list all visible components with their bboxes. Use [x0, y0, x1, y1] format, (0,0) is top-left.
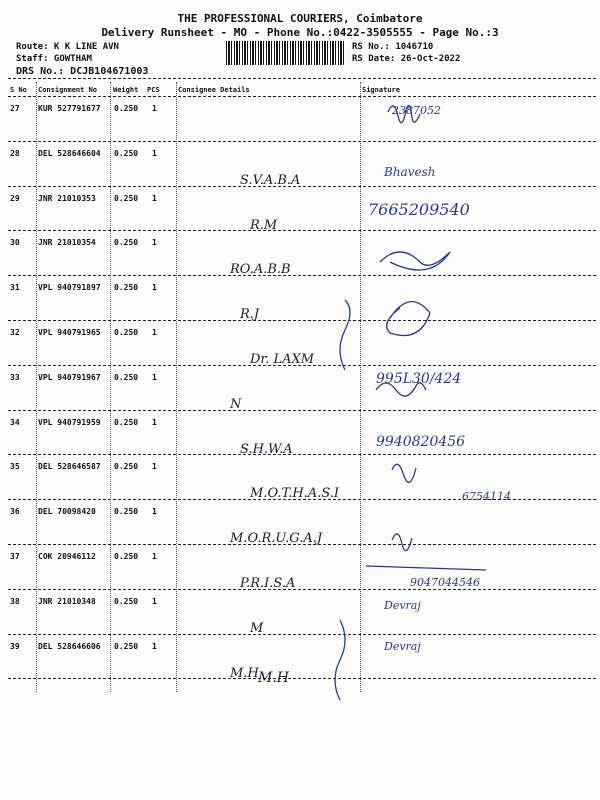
staff-label: Staff: GOWTHAM [16, 54, 92, 64]
signature-mark [376, 383, 426, 396]
column-header-sno: S No [10, 86, 27, 94]
row-pcs: 1 [152, 283, 157, 293]
row-pcs: 1 [152, 462, 157, 472]
row-sno: 35 [10, 462, 20, 472]
row-consignee-handwritten: M.O.R.U.G.A.J [230, 531, 323, 547]
row-weight: 0.250 [114, 104, 139, 113]
row-consignment: VPL 940791897 [38, 283, 101, 293]
row-weight: 0.250 [114, 462, 139, 472]
row-pcs: 1 [152, 641, 157, 651]
bracket-mark [340, 300, 350, 370]
row-sno: 39 [10, 641, 20, 651]
signature-strikeout [366, 566, 486, 570]
row-sno: 36 [10, 507, 20, 517]
row-consignment: JNR 21010354 [38, 238, 96, 248]
signature-mark [387, 302, 430, 336]
row-consignment: DEL 528646587 [38, 462, 101, 472]
runsheet-subtitle: Delivery Runsheet - MO - Phone No.:0422-3505555 - Page No.:3 [101, 26, 499, 39]
row-signature-handwritten: 7665209540 [368, 199, 470, 219]
row-signature-handwritten: 995L30/424 [376, 370, 462, 387]
row-sno: 29 [10, 193, 20, 203]
row-consignee-handwritten: M [250, 620, 264, 636]
row-weight: 0.250 [114, 238, 139, 248]
column-header-pcs: PCS [147, 86, 160, 94]
row-consignment: DEL 528646604 [38, 148, 101, 158]
column-header-consignment: Consignment No [38, 86, 98, 94]
row-consignee-handwritten: S.V.A.B.A [240, 172, 301, 188]
row-sno: 28 [10, 148, 20, 158]
row-signature-handwritten: 2387052 [392, 104, 441, 117]
row-pcs: 1 [152, 507, 157, 517]
row-weight: 0.250 [114, 148, 139, 158]
row-pcs: 1 [152, 596, 157, 606]
row-consignee-handwritten: Dr. LAXM [250, 352, 315, 367]
row-sno: 27 [10, 104, 20, 113]
row-weight: 0.250 [114, 193, 139, 203]
row-pcs: 1 [152, 372, 157, 382]
row-signature-handwritten: 9940820456 [376, 433, 466, 450]
row-consignee-handwritten: RO.A.B.B [230, 262, 291, 278]
row-pcs: 1 [152, 104, 157, 113]
column-header-signature: Signature [362, 86, 400, 94]
row-sno: 37 [10, 552, 20, 561]
row-consignment: DEL 70098420 [38, 507, 96, 517]
drs-label: DRS No.: DCJB104671003 [16, 66, 149, 77]
signature-mark [380, 252, 450, 270]
row-consignee-handwritten: M.H [230, 665, 259, 681]
row-consignee-handwritten: N [230, 396, 242, 412]
column-header-consignee: Consignee Details [178, 86, 250, 94]
row-pcs: 1 [152, 328, 157, 337]
signature-mark [392, 464, 416, 482]
signature-mark [388, 106, 420, 123]
runsheet-title: THE PROFESSIONAL COURIERS, Coimbatore [177, 12, 423, 25]
row-pcs: 1 [152, 417, 157, 427]
row-consignee-handwritten: S.H.W.A [240, 441, 293, 457]
row-sno: 34 [10, 417, 20, 427]
row-consignee-handwritten: R.J [240, 307, 260, 323]
row-weight: 0.250 [114, 596, 139, 606]
row-consignee-handwritten: P.R.I.S.A [240, 576, 296, 591]
row-pcs: 1 [152, 552, 157, 561]
row-sno: 38 [10, 596, 20, 606]
row-consignment: VPL 940791959 [38, 417, 101, 427]
row-consignment: VPL 940791967 [38, 372, 101, 382]
signature-mark [392, 534, 412, 551]
row-signature-handwritten: 6754114 [462, 490, 511, 504]
row-pcs: 1 [152, 193, 157, 203]
row-signature-handwritten: Devraj [384, 598, 421, 612]
row-signature-handwritten: 9047044546 [410, 576, 480, 589]
row-sno: 31 [10, 283, 20, 293]
row-consignment: JNR 21010353 [38, 193, 96, 203]
row-weight: 0.250 [114, 417, 139, 427]
rs-date: RS Date: 26-Oct-2022 [352, 54, 461, 64]
row-consignee-handwritten: R.M [250, 217, 278, 233]
row-consignment: VPL 940791965 [38, 328, 101, 337]
route-label: Route: K K LINE AVN [16, 42, 119, 52]
row-weight: 0.250 [114, 507, 139, 517]
row-weight: 0.250 [114, 552, 139, 561]
row-weight: 0.250 [114, 372, 139, 382]
row-sno: 32 [10, 328, 20, 337]
row-pcs: 1 [152, 148, 157, 158]
row-pcs: 1 [152, 238, 157, 248]
column-header-weight: Weight [113, 86, 139, 94]
row-sno: 33 [10, 372, 20, 382]
row-consignee-handwritten: M.O.T.H.A.S.I [250, 486, 340, 502]
row-sno: 30 [10, 238, 20, 248]
extra-consignee-handwritten: M.H [258, 670, 289, 686]
rs-number: RS No.: 1046710 [352, 42, 434, 52]
row-signature-handwritten: Devraj [384, 639, 421, 653]
row-consignment: DEL 528646606 [38, 641, 101, 651]
row-consignment: JNR 21010348 [38, 596, 96, 606]
row-weight: 0.250 [114, 641, 139, 651]
bracket-mark [335, 620, 345, 700]
row-consignment: COK 20946112 [38, 552, 96, 561]
row-consignment: KUR 527791677 [38, 104, 101, 113]
row-signature-handwritten: Bhavesh [384, 164, 436, 179]
row-weight: 0.250 [114, 283, 139, 293]
row-weight: 0.250 [114, 328, 139, 337]
